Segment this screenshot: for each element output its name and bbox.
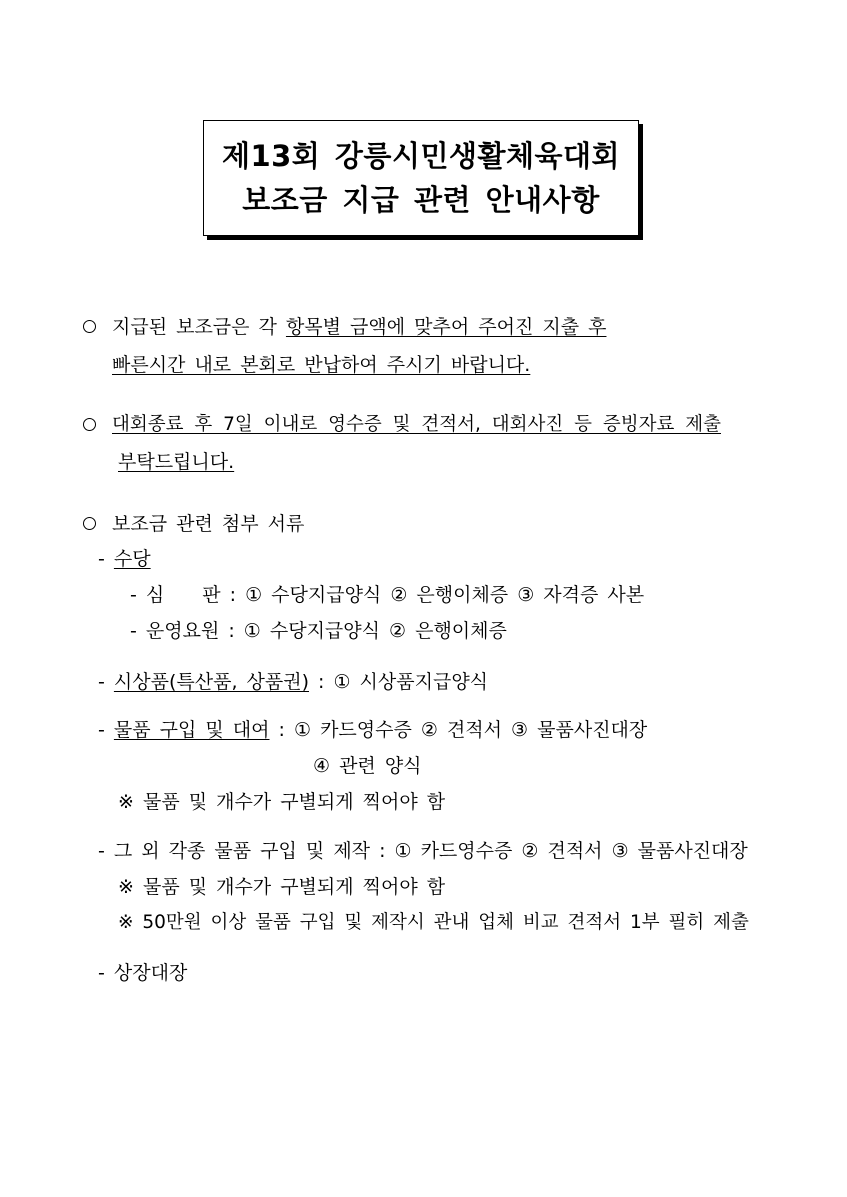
prizes-dash: -	[98, 671, 105, 693]
prizes-label: 시상품(특산품, 상품권)	[113, 671, 309, 693]
allowance-dash: -	[98, 548, 105, 570]
page-title-line2: 보조금 지급 관련 안내사항	[242, 183, 600, 217]
other-line: - 그 외 각종 물품 구입 및 제작 : ① 카드영수증 ② 견적서 ③ 물품사진대장	[98, 840, 748, 862]
other-note1: ※ 물품 및 개수가 구별되게 찍어야 함	[118, 876, 446, 898]
section1-line1	[112, 315, 606, 339]
purchase-rest: : ① 카드영수증 ② 견적서 ③ 물품사진대장	[269, 719, 648, 741]
allowance-label: 수당	[113, 548, 151, 570]
prizes-rest: : ① 시상품지급양식	[309, 671, 489, 693]
section1-bullet-icon	[83, 320, 96, 333]
section1-line1-plain: 지급된 보조금은 각	[112, 316, 286, 338]
section1-line1-underlined: 항목별 금액에 맞추어 주어진 지출 후	[285, 316, 607, 338]
page-title-line1: 제13회 강릉시민생활체육대회	[221, 139, 621, 173]
prizes-line	[98, 670, 488, 694]
section2-line1: 대회종료 후 7일 이내로 영수증 및 견적서, 대회사진 등 증빙자료 제출	[112, 414, 721, 435]
allowance-referee: - 심 판 : ① 수당지급양식 ② 은행이체증 ③ 자격증 사본	[130, 584, 645, 606]
section2-line2: 부탁드립니다.	[118, 451, 235, 473]
other-note2: ※ 50만원 이상 물품 구입 및 제작시 관내 업체 비교 견적서 1부 필히 제출	[118, 912, 749, 933]
section3-bullet-icon	[83, 517, 96, 530]
purchase-note: ※ 물품 및 개수가 구별되게 찍어야 함	[118, 791, 446, 813]
allowance-staff: - 운영요원 : ① 수당지급양식 ② 은행이체증	[130, 620, 507, 642]
section3-heading: 보조금 관련 첨부 서류	[112, 513, 305, 535]
section2-bullet-icon	[83, 418, 96, 431]
allowance-heading	[98, 547, 151, 571]
section1-line2: 빠른시간 내로 본회로 반납하여 주시기 바랍니다.	[112, 354, 531, 376]
purchase-line2: ④ 관련 양식	[313, 755, 422, 777]
purchase-label: 물품 구입 및 대여	[113, 719, 270, 741]
awards-line: - 상장대장	[98, 962, 188, 984]
title-box	[203, 120, 639, 236]
purchase-dash: -	[98, 719, 105, 741]
purchase-line	[98, 718, 647, 742]
